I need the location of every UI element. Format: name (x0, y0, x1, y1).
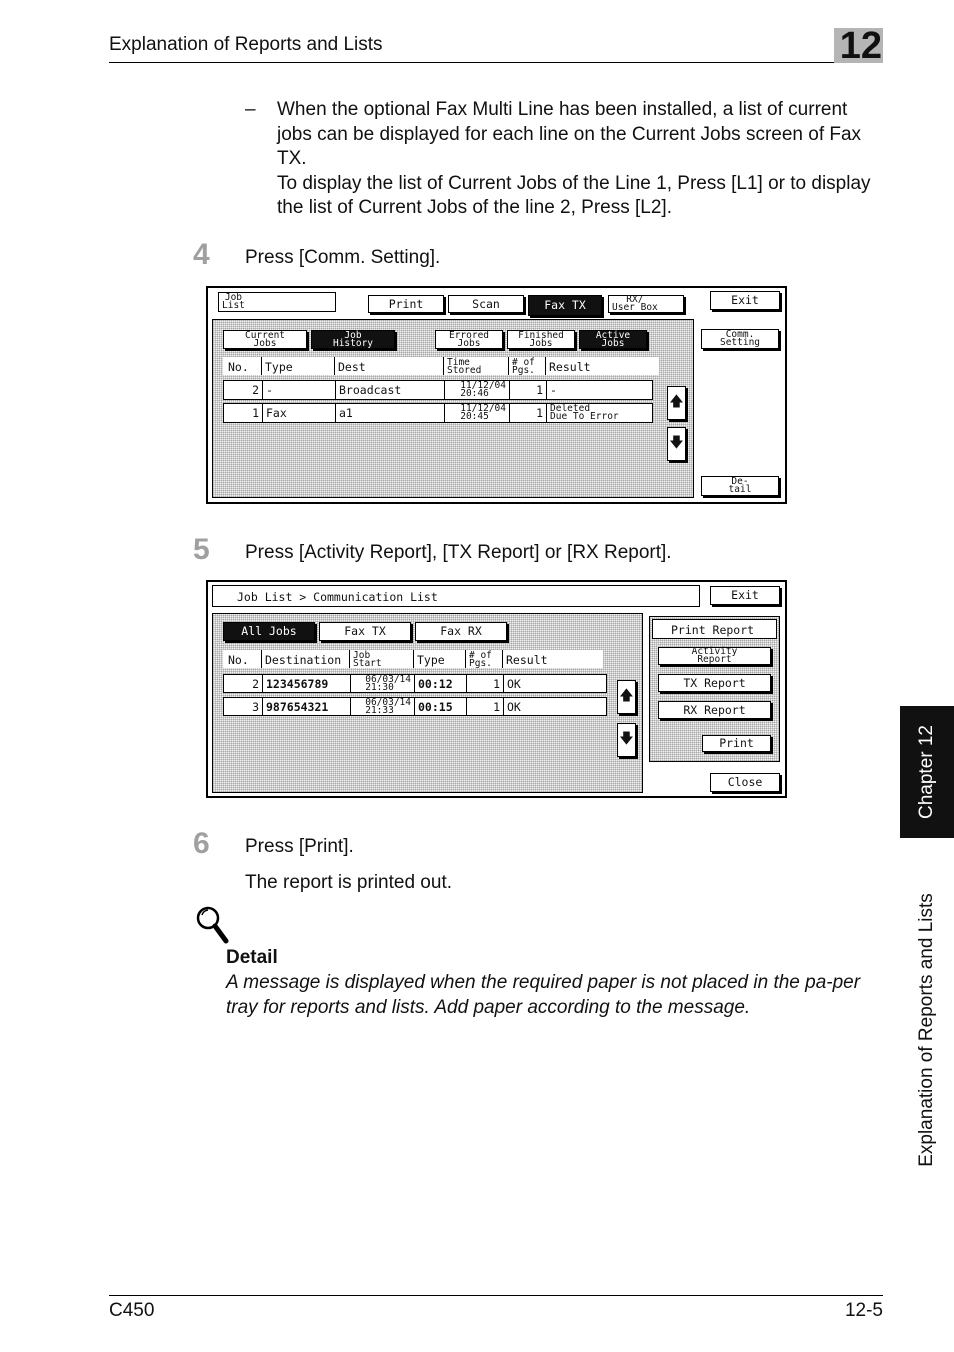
note-paragraph-1: When the optional Fax Multi Line has been installed, a list of current jobs can be displayed for each line on the Current Jobs screen of Fax TX. (277, 99, 862, 170)
step-6-number: 6 (193, 827, 210, 860)
col-pages: # of Pgs. (469, 650, 492, 669)
chapter-side-label: Chapter 12 (916, 724, 937, 820)
step-4-text: Press [Comm. Setting]. (245, 247, 441, 268)
communication-list-screen (206, 580, 787, 798)
multi-line-note (245, 98, 885, 221)
step-5-number: 5 (193, 533, 210, 566)
tab-fax-tx[interactable]: Fax TX (319, 622, 411, 641)
note-dash: – (245, 99, 256, 120)
col-result: Result (506, 653, 548, 667)
cell-type: 00:15 (414, 698, 466, 715)
filter-errored-jobs[interactable]: Errored Jobs (435, 330, 503, 349)
table-row[interactable] (223, 380, 653, 400)
cell-destination: 987654321 (262, 698, 350, 715)
cell-no: 1 (252, 406, 259, 420)
magnifier-icon (195, 905, 229, 945)
cell-result: Deleted Due To Error (546, 404, 651, 422)
chapter-number: 12 (839, 25, 882, 67)
cell-job-start: 06/03/14 21:30 (350, 675, 414, 692)
col-destination: Destination (265, 653, 342, 667)
job-panel (212, 319, 694, 498)
cell-no: 2 (252, 676, 259, 691)
detail-heading: Detail (226, 947, 278, 968)
detail-body: A message is displayed when the required paper is not placed in the pa-per tray for reports and lists. Add paper according to the message. (226, 972, 861, 1018)
step-4-number: 4 (193, 238, 210, 271)
cell-pages: 1 (509, 381, 546, 399)
rx-report-button[interactable]: RX Report (658, 701, 771, 719)
exit-button[interactable]: Exit (710, 586, 780, 605)
breadcrumb: Job List > Communication List (237, 590, 438, 604)
job-list-label: Job List (218, 292, 336, 312)
footer-page-number: 12-5 (844, 1300, 883, 1321)
header-rule (109, 62, 883, 63)
tab-current-jobs[interactable]: Current Jobs (223, 330, 307, 349)
cell-job-start: 06/03/14 21:33 (350, 698, 414, 715)
footer-rule (109, 1295, 883, 1296)
tab-all-jobs[interactable]: All Jobs (223, 622, 315, 641)
tab-job-history[interactable]: Job History (311, 330, 395, 349)
tab-scan[interactable]: Scan (448, 295, 524, 313)
table-header (223, 357, 659, 375)
cell-time: 11/12/04 20:45 (444, 404, 509, 422)
running-header-title: Explanation of Reports and Lists (109, 34, 383, 55)
col-job-start: Job Start (353, 650, 382, 669)
print-report-header (652, 619, 777, 639)
comm-list-panel (212, 613, 643, 793)
exit-button[interactable]: Exit (710, 291, 780, 310)
col-no: No. (228, 360, 249, 374)
table-row[interactable] (223, 674, 607, 693)
cell-result: OK (503, 698, 605, 715)
col-time-stored: Time Stored (447, 357, 482, 376)
cell-dest: Broadcast (335, 381, 444, 399)
cell-pages: 1 (466, 675, 503, 692)
print-button[interactable]: Print (702, 735, 771, 752)
cell-destination: 123456789 (262, 675, 350, 692)
tx-report-button[interactable]: TX Report (658, 674, 771, 692)
print-report-panel (649, 616, 780, 762)
tab-fax-tx[interactable]: Fax TX (528, 295, 602, 316)
step-6-result: The report is printed out. (245, 872, 452, 893)
scroll-up-button[interactable] (667, 386, 686, 420)
tab-print[interactable]: Print (368, 295, 444, 313)
scroll-up-button[interactable] (617, 680, 636, 714)
step-6-text: Press [Print]. (245, 836, 354, 857)
arrow-down-icon: 🡇 (669, 434, 684, 450)
section-side-label: Explanation of Reports and Lists (916, 893, 937, 1167)
cell-result: OK (503, 675, 605, 692)
scroll-down-button[interactable] (617, 723, 636, 757)
table-header (223, 650, 603, 668)
col-pages: # of Pgs. (512, 357, 535, 376)
close-button[interactable]: Close (710, 773, 780, 792)
filter-finished-jobs[interactable]: Finished Jobs (507, 330, 575, 349)
breadcrumb-bar (212, 585, 700, 607)
cell-no: 2 (252, 383, 259, 397)
tab-fax-rx[interactable]: Fax RX (415, 622, 507, 641)
cell-no: 3 (252, 699, 259, 714)
cell-type: - (262, 381, 335, 399)
print-report-label: Print Report (671, 623, 755, 637)
col-no: No. (228, 653, 249, 667)
col-dest: Dest (338, 360, 366, 374)
filter-active-jobs[interactable]: Active Jobs (579, 330, 647, 349)
detail-button[interactable]: De- tail (701, 476, 779, 496)
activity-report-button[interactable]: Activity Report (658, 647, 771, 665)
col-type: Type (417, 653, 445, 667)
tab-rx-user-box[interactable]: RX/ User Box (608, 295, 684, 313)
cell-dest: a1 (335, 404, 444, 422)
arrow-up-icon: 🡅 (619, 687, 634, 703)
chapter-number-badge (834, 25, 883, 67)
step-5-text: Press [Activity Report], [TX Report] or [RX Report]. (245, 542, 672, 563)
note-paragraph-2: To display the list of Current Jobs of the Line 1, Press [L1] or to display the list of Current Jobs of the line 2, Press [L2]. (277, 172, 871, 219)
table-row[interactable] (223, 403, 653, 423)
arrow-down-icon: 🡇 (619, 730, 634, 746)
chapter-side-tab (900, 706, 954, 838)
arrow-up-icon: 🡅 (669, 393, 684, 409)
col-result: Result (549, 360, 591, 374)
cell-type: Fax (262, 404, 335, 422)
footer-model: C450 (109, 1300, 155, 1321)
cell-time: 11/12/04 20:46 (444, 381, 509, 399)
cell-result: - (546, 381, 651, 399)
table-row[interactable] (223, 697, 607, 716)
scroll-down-button[interactable] (667, 427, 686, 461)
cell-pages: 1 (509, 404, 546, 422)
comm-setting-button[interactable]: Comm. Setting (701, 329, 779, 349)
cell-pages: 1 (466, 698, 503, 715)
job-history-screen (206, 286, 787, 504)
cell-type: 00:12 (414, 675, 466, 692)
col-type: Type (265, 360, 293, 374)
